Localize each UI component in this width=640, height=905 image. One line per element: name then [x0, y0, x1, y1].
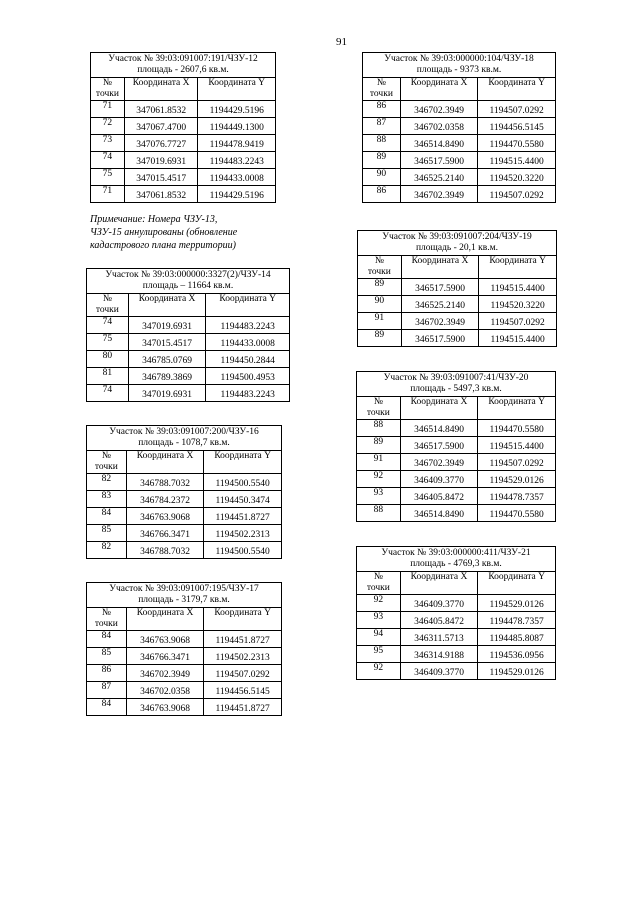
table-header — [87, 583, 282, 608]
column-header-text: № — [102, 294, 112, 304]
point-number-cell: 91 — [358, 313, 402, 330]
table-row — [91, 101, 276, 118]
table-row — [357, 629, 556, 646]
point-number-cell: 92 — [357, 471, 401, 488]
coordinate-x-cell: 346789.3869 — [128, 368, 206, 385]
plot-area: площадь - 20,1 кв.м. — [415, 243, 499, 253]
table-row — [357, 595, 556, 612]
plot-area: площадь – 11664 кв.м. — [142, 281, 234, 291]
plot-title: Участок № 39:03:091007:191/ЧЗУ-12 — [108, 54, 258, 64]
coordinate-y-cell: 1194507.0292 — [478, 186, 556, 203]
coordinate-y-cell: 1194451.8727 — [204, 631, 282, 648]
point-number-cell: 75 — [87, 334, 129, 351]
table-row — [91, 118, 276, 135]
table-row — [358, 330, 557, 347]
plot-coordinates-table — [86, 582, 282, 716]
column-header-point-number — [358, 256, 402, 279]
note-line: ЧЗУ-15 аннулированы (обновление — [90, 227, 238, 238]
table-row — [357, 454, 556, 471]
table-row — [357, 663, 556, 680]
point-number-cell: 89 — [358, 330, 402, 347]
point-number-cell: 71 — [91, 101, 125, 118]
point-number-cell: 85 — [87, 648, 127, 665]
column-header-coordinate-x: Координата X — [124, 78, 198, 101]
column-header-point-number — [363, 78, 401, 101]
coordinate-x-cell: 346517.5900 — [401, 330, 479, 347]
point-number-cell: 89 — [358, 279, 402, 296]
column-header-text: № — [376, 78, 386, 88]
table-header — [363, 53, 556, 78]
table-row — [91, 169, 276, 186]
point-number-cell: 85 — [87, 525, 127, 542]
coordinate-y-cell: 1194450.3474 — [204, 491, 282, 508]
point-number-cell: 74 — [87, 317, 129, 334]
plot-title: Участок № 39:03:000000:104/ЧЗУ-18 — [384, 54, 534, 64]
point-number-cell: 82 — [87, 474, 127, 491]
coordinate-x-cell: 346702.0358 — [400, 118, 478, 135]
coordinate-x-cell: 346702.3949 — [126, 665, 204, 682]
plot-area: площадь - 5497,3 кв.м. — [410, 384, 502, 394]
column-header-point-number — [357, 397, 401, 420]
point-number-cell: 87 — [87, 682, 127, 699]
coordinate-y-cell: 1194500.5540 — [204, 542, 282, 559]
plot-title: Участок № 39:03:000000:3327(2)/ЧЗУ-14 — [105, 270, 271, 280]
coordinate-y-cell: 1194470.5580 — [478, 505, 556, 522]
coordinate-x-cell: 346763.9068 — [126, 699, 204, 716]
coordinate-y-cell: 1194433.0008 — [206, 334, 290, 351]
point-number-cell: 81 — [87, 368, 129, 385]
column-header-coordinate-y: Координата Y — [478, 572, 556, 595]
coordinate-y-cell: 1194515.4400 — [478, 152, 556, 169]
coordinate-x-cell: 346785.0769 — [128, 351, 206, 368]
coordinate-x-cell: 346702.0358 — [126, 682, 204, 699]
column-header-coordinate-x: Координата X — [128, 294, 206, 317]
coordinate-x-cell: 346525.2140 — [401, 296, 479, 313]
table-row — [87, 508, 282, 525]
plot-title: Участок № 39:03:091007:204/ЧЗУ-19 — [382, 232, 532, 242]
point-number-cell: 92 — [357, 663, 401, 680]
column-header-coordinate-x: Координата X — [400, 78, 478, 101]
point-number-cell: 94 — [357, 629, 401, 646]
column-header-point-number — [87, 451, 127, 474]
table-row — [87, 474, 282, 491]
coordinate-y-cell: 1194507.0292 — [478, 454, 556, 471]
plot-area: площадь - 9373 кв.м. — [416, 65, 502, 75]
coordinate-y-cell: 1194449.1300 — [198, 118, 276, 135]
coordinate-y-cell: 1194529.0126 — [478, 471, 556, 488]
note-line: Примечание: Номера ЧЗУ-13, — [90, 214, 218, 225]
coordinate-x-cell: 346517.5900 — [400, 152, 478, 169]
coordinate-x-cell: 347076.7727 — [124, 135, 198, 152]
table-header — [87, 426, 282, 451]
table-row — [363, 135, 556, 152]
coordinate-y-cell: 1194478.7357 — [478, 488, 556, 505]
coordinate-x-cell: 346514.8490 — [400, 505, 478, 522]
column-header-point-number — [357, 572, 401, 595]
table-row — [87, 525, 282, 542]
coordinate-x-cell: 346788.7032 — [126, 474, 204, 491]
coordinate-y-cell: 1194456.5145 — [478, 118, 556, 135]
point-number-cell: 92 — [357, 595, 401, 612]
table-row — [363, 152, 556, 169]
table-row — [91, 186, 276, 203]
coordinate-x-cell: 346525.2140 — [400, 169, 478, 186]
point-number-cell: 89 — [363, 152, 401, 169]
column-header-point-number — [91, 78, 125, 101]
table-header — [358, 231, 557, 256]
coordinate-y-cell: 1194529.0126 — [478, 595, 556, 612]
column-header-text: точки — [95, 89, 119, 99]
coordinate-y-cell: 1194500.4953 — [206, 368, 290, 385]
coordinate-x-cell: 346311.5713 — [400, 629, 478, 646]
coordinate-y-cell: 1194483.2243 — [206, 317, 290, 334]
table-row — [357, 437, 556, 454]
column-header-coordinate-y: Координата Y — [198, 78, 276, 101]
table-row — [91, 135, 276, 152]
point-number-cell: 93 — [357, 488, 401, 505]
coordinate-x-cell: 346702.3949 — [400, 101, 478, 118]
coordinate-x-cell: 347061.8532 — [124, 101, 198, 118]
coordinate-x-cell: 346409.3770 — [400, 471, 478, 488]
plot-coordinates-table — [86, 425, 282, 559]
plot-coordinates-table — [90, 52, 276, 203]
column-header-coordinate-y: Координата Y — [204, 608, 282, 631]
coordinate-x-cell: 346514.8490 — [400, 420, 478, 437]
table-row — [363, 186, 556, 203]
table-row — [87, 385, 290, 402]
table-row — [87, 491, 282, 508]
point-number-cell: 89 — [357, 437, 401, 454]
annulment-note — [90, 213, 237, 252]
column-header-point-number — [87, 294, 129, 317]
point-number-cell: 84 — [87, 508, 127, 525]
coordinate-y-cell: 1194520.3220 — [479, 296, 557, 313]
plot-title: Участок № 39:03:091007:200/ЧЗУ-16 — [109, 427, 259, 437]
table-row — [357, 420, 556, 437]
column-header-text: точки — [366, 408, 390, 418]
column-header-text: № — [373, 397, 383, 407]
coordinate-x-cell: 346702.3949 — [400, 454, 478, 471]
point-number-cell: 86 — [363, 186, 401, 203]
coordinate-x-cell: 346514.8490 — [400, 135, 478, 152]
column-header-text: точки — [367, 267, 391, 277]
plot-area: площадь - 4769,3 кв.м. — [410, 559, 502, 569]
coordinate-x-cell: 346763.9068 — [126, 631, 204, 648]
plot-coordinates-table — [356, 546, 556, 680]
column-header-coordinate-x: Координата X — [126, 451, 204, 474]
table-row — [357, 488, 556, 505]
table-row — [363, 101, 556, 118]
table-row — [363, 118, 556, 135]
column-header-text: точки — [366, 583, 390, 593]
column-header-text: № — [374, 256, 384, 266]
plot-coordinates-table — [356, 371, 556, 522]
coordinate-x-cell: 347061.8532 — [124, 186, 198, 203]
column-header-text: № — [101, 608, 111, 618]
coordinate-y-cell: 1194450.2844 — [206, 351, 290, 368]
point-number-cell: 74 — [91, 152, 125, 169]
point-number-cell: 80 — [87, 351, 129, 368]
table-row — [87, 631, 282, 648]
coordinate-x-cell: 346517.5900 — [401, 279, 479, 296]
point-number-cell: 82 — [87, 542, 127, 559]
coordinate-y-cell: 1194502.2313 — [204, 525, 282, 542]
plot-title: Участок № 39:03:000000:411/ЧЗУ-21 — [381, 548, 531, 558]
point-number-cell: 88 — [357, 505, 401, 522]
table-header — [357, 372, 556, 397]
column-header-coordinate-y: Координата Y — [478, 397, 556, 420]
coordinate-x-cell: 347067.4700 — [124, 118, 198, 135]
column-header-coordinate-x: Координата X — [401, 256, 479, 279]
column-header-coordinate-y: Координата Y — [206, 294, 290, 317]
column-header-coordinate-y: Координата Y — [479, 256, 557, 279]
coordinate-x-cell: 347019.6931 — [128, 317, 206, 334]
coordinate-x-cell: 346766.3471 — [126, 525, 204, 542]
coordinate-x-cell: 347019.6931 — [128, 385, 206, 402]
plot-coordinates-table — [362, 52, 556, 203]
note-line: кадастрового плана территории) — [90, 240, 236, 251]
coordinate-x-cell: 346766.3471 — [126, 648, 204, 665]
column-header-point-number — [87, 608, 127, 631]
column-header-text: точки — [95, 305, 119, 315]
point-number-cell: 75 — [91, 169, 125, 186]
page-number: 91 — [336, 36, 347, 48]
point-number-cell: 84 — [87, 699, 127, 716]
coordinate-y-cell: 1194507.0292 — [479, 313, 557, 330]
coordinate-y-cell: 1194483.2243 — [206, 385, 290, 402]
coordinate-x-cell: 346784.2372 — [126, 491, 204, 508]
coordinate-x-cell: 347019.6931 — [124, 152, 198, 169]
point-number-cell: 72 — [91, 118, 125, 135]
coordinate-y-cell: 1194429.5196 — [198, 186, 276, 203]
coordinate-y-cell: 1194433.0008 — [198, 169, 276, 186]
coordinate-x-cell: 347015.4517 — [124, 169, 198, 186]
table-row — [87, 368, 290, 385]
plot-title: Участок № 39:03:091007:41/ЧЗУ-20 — [383, 373, 529, 383]
coordinate-x-cell: 346788.7032 — [126, 542, 204, 559]
table-row — [358, 313, 557, 330]
coordinate-y-cell: 1194507.0292 — [478, 101, 556, 118]
table-row — [357, 646, 556, 663]
point-number-cell: 83 — [87, 491, 127, 508]
coordinate-y-cell: 1194478.9419 — [198, 135, 276, 152]
coordinate-x-cell: 346763.9068 — [126, 508, 204, 525]
table-row — [91, 152, 276, 169]
column-header-coordinate-y: Координата Y — [204, 451, 282, 474]
table-row — [87, 699, 282, 716]
coordinate-y-cell: 1194483.2243 — [198, 152, 276, 169]
table-row — [87, 351, 290, 368]
coordinate-y-cell: 1194502.2313 — [204, 648, 282, 665]
coordinate-y-cell: 1194478.7357 — [478, 612, 556, 629]
point-number-cell: 71 — [91, 186, 125, 203]
coordinate-y-cell: 1194470.5580 — [478, 420, 556, 437]
coordinate-y-cell: 1194515.4400 — [478, 437, 556, 454]
plot-area: площадь - 3179,7 кв.м. — [138, 595, 230, 605]
column-header-coordinate-x: Координата X — [400, 397, 478, 420]
point-number-cell: 87 — [363, 118, 401, 135]
coordinate-x-cell: 346405.8472 — [400, 488, 478, 505]
table-row — [357, 471, 556, 488]
table-row — [358, 296, 557, 313]
point-number-cell: 90 — [363, 169, 401, 186]
coordinate-y-cell: 1194515.4400 — [479, 330, 557, 347]
plot-area: площадь - 2607,6 кв.м. — [137, 65, 229, 75]
plot-coordinates-table — [357, 230, 557, 347]
column-header-text: точки — [94, 619, 118, 629]
point-number-cell: 90 — [358, 296, 402, 313]
column-header-coordinate-x: Координата X — [400, 572, 478, 595]
point-number-cell: 86 — [87, 665, 127, 682]
table-header — [91, 53, 276, 78]
point-number-cell: 73 — [91, 135, 125, 152]
coordinate-x-cell: 347015.4517 — [128, 334, 206, 351]
coordinate-y-cell: 1194515.4400 — [479, 279, 557, 296]
point-number-cell: 91 — [357, 454, 401, 471]
coordinate-y-cell: 1194470.5580 — [478, 135, 556, 152]
column-header-coordinate-y: Координата Y — [478, 78, 556, 101]
column-header-text: точки — [369, 89, 393, 99]
table-header — [87, 269, 290, 294]
table-row — [87, 648, 282, 665]
point-number-cell: 74 — [87, 385, 129, 402]
table-row — [357, 505, 556, 522]
coordinate-x-cell: 346409.3770 — [400, 663, 478, 680]
coordinate-y-cell: 1194429.5196 — [198, 101, 276, 118]
coordinate-x-cell: 346517.5900 — [400, 437, 478, 454]
coordinate-x-cell: 346702.3949 — [400, 186, 478, 203]
plot-area: площадь - 1078,7 кв.м. — [138, 438, 230, 448]
point-number-cell: 88 — [363, 135, 401, 152]
table-header — [357, 547, 556, 572]
point-number-cell: 88 — [357, 420, 401, 437]
coordinate-y-cell: 1194520.3220 — [478, 169, 556, 186]
point-number-cell: 93 — [357, 612, 401, 629]
plot-title: Участок № 39:03:091007:195/ЧЗУ-17 — [109, 584, 259, 594]
table-row — [87, 334, 290, 351]
coordinate-x-cell: 346405.8472 — [400, 612, 478, 629]
column-header-coordinate-x: Координата X — [126, 608, 204, 631]
coordinate-y-cell: 1194536.0956 — [478, 646, 556, 663]
coordinate-x-cell: 346702.3949 — [401, 313, 479, 330]
table-row — [363, 169, 556, 186]
coordinate-y-cell: 1194456.5145 — [204, 682, 282, 699]
coordinate-x-cell: 346409.3770 — [400, 595, 478, 612]
plot-coordinates-table — [86, 268, 290, 402]
point-number-cell: 86 — [363, 101, 401, 118]
table-row — [358, 279, 557, 296]
point-number-cell: 95 — [357, 646, 401, 663]
table-row — [87, 682, 282, 699]
column-header-text: № — [102, 78, 112, 88]
table-row — [87, 665, 282, 682]
table-row — [87, 542, 282, 559]
coordinate-y-cell: 1194451.8727 — [204, 699, 282, 716]
column-header-text: точки — [94, 462, 118, 472]
coordinate-y-cell: 1194451.8727 — [204, 508, 282, 525]
table-row — [357, 612, 556, 629]
point-number-cell: 84 — [87, 631, 127, 648]
column-header-text: № — [101, 451, 111, 461]
coordinate-y-cell: 1194485.8087 — [478, 629, 556, 646]
coordinate-y-cell: 1194500.5540 — [204, 474, 282, 491]
column-header-text: № — [373, 572, 383, 582]
coordinate-x-cell: 346314.9188 — [400, 646, 478, 663]
coordinate-y-cell: 1194507.0292 — [204, 665, 282, 682]
table-row — [87, 317, 290, 334]
coordinate-y-cell: 1194529.0126 — [478, 663, 556, 680]
